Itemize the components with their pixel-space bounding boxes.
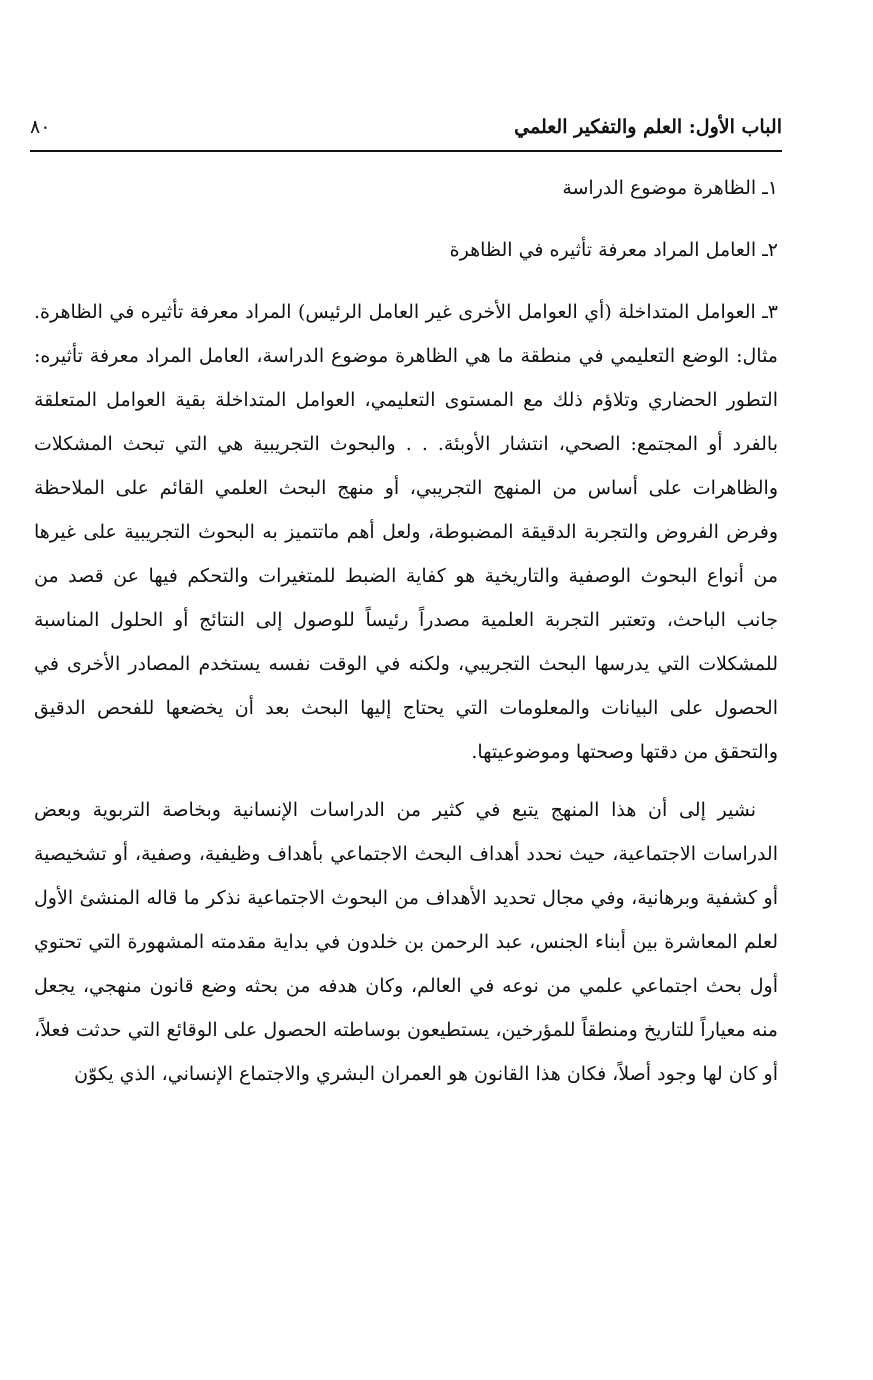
page-number: ٨٠ xyxy=(30,116,51,138)
paragraph-2: نشير إلى أن هذا المنهج يتبع في كثير من الدراسات الإنسانية وبخاصة التربوية وبعض الدراسات الاجتماعية، حيث نحدد أهداف البحث الاجتماعي بأهداف وظيفية، وصفية، أو تشخيصية أو كشفية وبرهانية، وفي مجال تحديد الأهداف من البحوث الاجتماعية نذكر ما قاله المنشئ الأول لعلم المعاشرة بين أبناء الجنس، عبد الرحمن بن خلدون في بداية مقدمته المشهورة التي تحتوي أول بحث اجتماعي علمي من نوعه في العالم، وكان هدفه من بحثه وضع قانون منهجي، يجعل منه معياراً للتاريخ ومنطقاً للمؤرخين، يستطيعون بوساطته الحصول على الوقائع التي حدثت فعلاً، أو كان لها وجود أصلاً، فكان هذا القانون هو العمران البشري والاجتماع الإنساني، الذي يكوّن xyxy=(34,799,778,1085)
list-item-2: ٢ـ العامل المراد معرفة تأثيره في الظاهرة xyxy=(449,239,778,261)
list-item-1: ١ـ الظاهرة موضوع الدراسة xyxy=(562,177,778,199)
running-header xyxy=(30,112,782,148)
header-divider xyxy=(30,150,782,152)
paragraph-1: ٣ـ العوامل المتداخلة (أي العوامل الأخرى غير العامل الرئيس) المراد معرفة تأثيره في الظاهرة. مثال: الوضع التعليمي في منطقة ما هي الظاهرة موضوع الدراسة، العامل المراد معرفة تأثيره: التطور الحضاري وتلاؤم ذلك مع المستوى التعليمي، العوامل المتداخلة بقية العوامل المتعلقة بالفرد أو المجتمع: الصحي، انتشار الأوبئة. . . والبحوث التجريبية هي التي تبحث المشكلات والظاهرات على أساس من المنهج التجريبي، أو منهج البحث العلمي القائم على الملاحظة وفرض الفروض والتجربة الدقيقة المضبوطة، ولعل أهم ماتتميز به البحوث التجريبية على غيرها من أنواع البحوث الوصفية والتاريخية هو كفاية الضبط للمتغيرات والتحكم فيها عن قصد من جانب الباحث، وتعتبر التجربة العلمية مصدراً رئيساً للوصول إلى النتائج أو الحلول المناسبة للمشكلات التي يدرسها البحث التجريبي، ولكنه في الوقت نفسه يستخدم المصادر الأخرى في الحصول على البيانات والمعلومات التي يحتاج إليها البحث بعد أن يخضعها للفحص الدقيق والتحقق من دقتها وصحتها وموضوعيتها. xyxy=(34,301,778,763)
chapter-title: الباب الأول: العلم والتفكير العلمي xyxy=(514,116,782,138)
body-text xyxy=(34,166,778,1096)
